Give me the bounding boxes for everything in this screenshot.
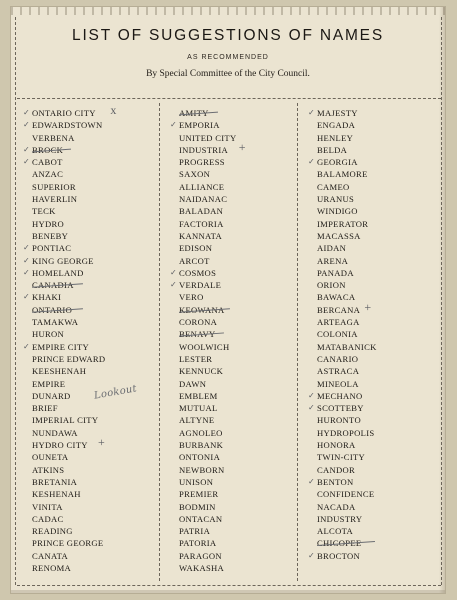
name-label: HURONTO: [317, 415, 361, 426]
name-label: ASTRACA: [317, 366, 360, 377]
names-column-3: [308, 107, 377, 562]
name-label: VERBENA: [32, 132, 75, 143]
name-list-item: [32, 205, 105, 217]
name-list-item: [179, 476, 236, 488]
names-column-2: [170, 107, 246, 574]
name-label: KENNUCK: [179, 366, 224, 377]
name-label: BELDA: [317, 144, 348, 155]
name-list-item: [179, 427, 236, 439]
name-label: CABOT: [32, 157, 63, 168]
name-label: BRIEF: [32, 403, 58, 414]
name-label: READING: [32, 526, 73, 537]
name-label: TWIN-CITY: [317, 452, 366, 463]
name-list-item: [32, 562, 105, 574]
checkmark-icon: ✓: [23, 108, 31, 117]
name-list-item: [317, 132, 377, 144]
name-label: ALTYNE: [179, 415, 215, 426]
name-list-item: [179, 513, 236, 525]
name-label: CHICOPEE: [317, 538, 362, 549]
checkmark-icon: ✓: [23, 144, 31, 154]
name-label: RENOMA: [32, 562, 72, 573]
name-list-item: [179, 316, 236, 328]
name-label: VINITA: [32, 501, 63, 512]
name-list-item: [32, 476, 105, 488]
name-list-item: [170, 119, 236, 131]
name-list-item: [32, 193, 105, 205]
name-label: EMPIRE: [32, 378, 66, 389]
name-list-item: [23, 156, 105, 168]
name-label: SAXON: [179, 169, 211, 180]
name-label: NACADA: [317, 501, 356, 512]
name-list-item: [32, 451, 105, 463]
name-list-item: [308, 107, 377, 119]
name-list-item: [317, 525, 377, 537]
name-list-item: [317, 378, 377, 390]
name-list-item: [179, 304, 236, 316]
name-label: ANZAC: [32, 169, 64, 180]
name-list-item: [23, 267, 105, 279]
name-label: WAKASHA: [179, 562, 225, 573]
name-label: PROGRESS: [179, 157, 225, 168]
pencil-mark: +: [364, 299, 372, 314]
name-list-item: [317, 119, 377, 131]
name-list-item: [179, 414, 236, 426]
name-label: DAWN: [179, 378, 207, 389]
pencil-mark: +: [98, 435, 106, 450]
name-list-item: [317, 299, 377, 316]
left-border: [15, 17, 16, 585]
name-label: ONTACAN: [179, 513, 223, 524]
name-label: MACASSA: [317, 230, 361, 241]
name-list-item: [317, 427, 377, 439]
name-label: NUNDAWA: [32, 427, 78, 438]
name-label: WOOLWICH: [179, 341, 230, 352]
name-label: BERCANA: [317, 304, 361, 315]
name-label: NAIDANAC: [179, 194, 228, 205]
name-list-item: [317, 316, 377, 328]
name-list-item: [179, 378, 236, 390]
torn-top-edge: [11, 7, 445, 15]
name-label: OUNETA: [32, 452, 69, 463]
name-list-item: [179, 365, 236, 377]
name-label: NEWBORN: [179, 464, 225, 475]
name-label: PRINCE EDWARD: [32, 353, 106, 364]
name-label: LESTER: [179, 353, 213, 364]
name-list-item: [179, 353, 236, 365]
name-label: PRINCE GEORGE: [32, 538, 104, 549]
name-label: KESHENAH: [32, 489, 81, 500]
name-label: VERO: [179, 292, 204, 303]
name-list-item: [23, 255, 105, 267]
name-list-item: [32, 279, 105, 291]
name-label: CANADIA: [32, 280, 74, 291]
name-list-item: [32, 550, 105, 562]
name-list-item: [317, 279, 377, 291]
name-list-item: [170, 279, 236, 291]
name-list-item: [179, 464, 236, 476]
name-label: BALADAN: [179, 206, 224, 217]
name-list-item: [23, 291, 105, 303]
name-list-item: [32, 132, 105, 144]
top-divider: [17, 98, 441, 99]
name-list-item: [179, 390, 236, 402]
name-label: BROCK: [32, 144, 64, 155]
name-label: URANUS: [317, 194, 355, 205]
name-list-item: [32, 427, 105, 439]
name-list-item: [179, 402, 236, 414]
name-list-item: [179, 205, 236, 217]
name-label: KANNATA: [179, 230, 222, 241]
name-list-item: [308, 402, 377, 414]
name-list-item: [317, 168, 377, 180]
name-list-item: [317, 328, 377, 340]
name-label: HONORA: [317, 440, 356, 451]
name-label: BENTON: [317, 476, 354, 487]
name-label: PARAGON: [179, 550, 222, 561]
name-label: KEESHENAH: [32, 366, 87, 377]
name-label: PANADA: [317, 267, 354, 278]
checkmark-icon: ✓: [170, 267, 178, 277]
name-label: EMBLEM: [179, 390, 218, 401]
name-list-item: [179, 291, 236, 303]
name-label: ARTEAGA: [317, 317, 360, 328]
checkmark-icon: ✓: [23, 292, 31, 302]
name-label: KEOWANA: [179, 304, 225, 315]
page-byline: By Special Committee of the City Council.: [146, 69, 310, 79]
name-list-item: [317, 242, 377, 254]
checkmark-icon: ✓: [23, 120, 31, 130]
name-label: INDUSTRIA: [179, 144, 229, 155]
name-label: MUTUAL: [179, 403, 218, 414]
name-list-item: [23, 341, 105, 353]
name-list-item: [317, 488, 377, 500]
name-label: ONTARIO: [32, 304, 73, 315]
name-label: BODMIN: [179, 501, 216, 512]
name-list-item: [179, 255, 236, 267]
name-list-item: [317, 218, 377, 230]
name-list-item: [317, 193, 377, 205]
name-label: INDUSTRY: [317, 513, 363, 524]
name-list-item: [32, 414, 105, 426]
name-list-item: [179, 218, 236, 230]
name-label: SCOTTEBY: [317, 403, 364, 414]
name-label: VERDALE: [179, 280, 222, 291]
name-list-item: [23, 242, 105, 254]
name-list-item: [32, 464, 105, 476]
name-list-item: [317, 144, 377, 156]
page-title: LIST OF SUGGESTIONS OF NAMES: [72, 27, 384, 44]
name-list-item: [308, 156, 377, 168]
name-label: HURON: [32, 329, 65, 340]
name-label: MAJESTY: [317, 108, 358, 118]
name-list-item: [179, 181, 236, 193]
name-list-item: [32, 218, 105, 230]
name-list-item: [32, 537, 105, 549]
name-label: FACTORIA: [179, 218, 224, 229]
name-label: WINDIGO: [317, 206, 358, 217]
name-list-item: [32, 365, 105, 377]
name-list-item: [317, 267, 377, 279]
name-list-item: [179, 156, 236, 168]
name-list-item: [179, 107, 236, 119]
page-edge-shadow: [439, 7, 445, 593]
column-divider-2: [297, 103, 298, 581]
name-label: BROCTON: [317, 550, 361, 561]
name-label: CANATA: [32, 550, 68, 561]
checkmark-icon: ✓: [308, 157, 316, 167]
column-divider-1: [159, 103, 160, 581]
name-list-item: [179, 139, 246, 156]
name-label: AIDAN: [317, 243, 347, 254]
checkmark-icon: ✓: [23, 267, 31, 277]
page-bottom-edge: [11, 590, 445, 593]
name-label: BENEBY: [32, 230, 69, 241]
page-subtitle: AS RECOMMENDED: [187, 54, 269, 61]
name-list-item: [179, 193, 236, 205]
name-list-item: [179, 537, 236, 549]
name-label: CONFIDENCE: [317, 489, 375, 500]
name-list-item: [179, 550, 236, 562]
name-list-item: [308, 390, 377, 402]
name-list-item: [32, 168, 105, 180]
name-label: EMPORIA: [179, 120, 220, 131]
name-label: HYDRO CITY: [32, 440, 88, 451]
handwritten-note: Lookout: [93, 383, 138, 402]
name-label: CADAC: [32, 513, 64, 524]
checkmark-icon: ✓: [170, 280, 178, 290]
name-list-item: [32, 525, 105, 537]
pencil-mark: x: [110, 103, 117, 117]
name-label: AGNOLEO: [179, 427, 223, 438]
name-label: ALLIANCE: [179, 181, 225, 192]
name-list-item: [32, 304, 105, 316]
name-list-item: [32, 402, 105, 414]
name-list-item: [317, 439, 377, 451]
name-list-item: [32, 488, 105, 500]
name-list-item: [32, 230, 105, 242]
name-list-item: [23, 144, 105, 156]
name-list-item: [317, 230, 377, 242]
name-list-item: [317, 451, 377, 463]
name-label: PATRIA: [179, 526, 211, 537]
name-list-item: [32, 513, 105, 525]
name-label: HAVERLIN: [32, 194, 78, 205]
right-border: [441, 17, 442, 585]
checkmark-icon: ✓: [23, 255, 31, 265]
name-label: BALAMORE: [317, 169, 368, 180]
name-label: TECK: [32, 206, 56, 217]
name-label: MECHANO: [317, 390, 363, 401]
name-label: PONTIAC: [32, 243, 72, 254]
name-list-item: [179, 341, 236, 353]
name-list-item: [32, 316, 105, 328]
name-list-item: [179, 562, 236, 574]
name-label: ONTARIO CITY: [32, 108, 96, 118]
name-label: PATORIA: [179, 538, 217, 549]
name-list-item: [23, 103, 117, 119]
name-list-item: [179, 242, 236, 254]
checkmark-icon: ✓: [23, 243, 31, 253]
name-label: BAWACA: [317, 292, 356, 303]
name-list-item: [317, 537, 377, 549]
name-label: ENGADA: [317, 120, 356, 131]
name-list-item: [32, 353, 105, 365]
name-list-item: [179, 525, 236, 537]
name-label: HYDROPOLIS: [317, 427, 375, 438]
name-label: ALCOTA: [317, 526, 353, 537]
names-column-1: [23, 103, 138, 574]
name-label: COLONIA: [317, 329, 358, 340]
name-list-item: [317, 365, 377, 377]
name-list-item: [32, 181, 105, 193]
name-label: TAMAKWA: [32, 317, 79, 328]
name-list-item: [317, 341, 377, 353]
checkmark-icon: ✓: [308, 476, 316, 486]
name-label: UNITED CITY: [179, 132, 237, 143]
name-label: UNISON: [179, 476, 214, 487]
name-list-item: [317, 181, 377, 193]
name-list-item: [179, 230, 236, 242]
name-label: CAMEO: [317, 181, 350, 192]
name-list-item: [317, 513, 377, 525]
checkmark-icon: ✓: [170, 120, 178, 130]
name-list-item: [308, 550, 377, 562]
checkmark-icon: ✓: [23, 157, 31, 167]
name-list-item: [317, 255, 377, 267]
name-label: MINEOLA: [317, 378, 359, 389]
name-label: HENLEY: [317, 132, 354, 143]
name-label: ARENA: [317, 255, 349, 266]
name-label: CANDOR: [317, 464, 356, 475]
pencil-mark: +: [238, 139, 246, 154]
name-label: AMITY: [179, 108, 209, 118]
name-label: EDWARDSTOWN: [32, 120, 103, 131]
name-label: PREMIER: [179, 489, 219, 500]
name-list-item: [179, 488, 236, 500]
document-sheet: [10, 6, 446, 594]
checkmark-icon: ✓: [308, 390, 316, 400]
name-label: BRETANIA: [32, 476, 78, 487]
name-label: BURBANK: [179, 440, 224, 451]
name-list-item: [179, 501, 236, 513]
name-list-item: [317, 501, 377, 513]
checkmark-icon: ✓: [23, 341, 31, 351]
name-list-item: [23, 119, 105, 131]
name-list-item: [179, 451, 236, 463]
name-list-item: [308, 476, 377, 488]
name-list-item: [179, 439, 236, 451]
name-label: IMPERIAL CITY: [32, 415, 99, 426]
name-label: EMPIRE CITY: [32, 341, 90, 352]
name-label: IMPERATOR: [317, 218, 369, 229]
name-list-item: [179, 328, 236, 340]
name-list-item: [32, 435, 106, 451]
name-label: CORONA: [179, 317, 218, 328]
checkmark-icon: ✓: [308, 403, 316, 413]
name-label: HOMELAND: [32, 267, 84, 278]
name-label: CANARIO: [317, 353, 359, 364]
name-label: DUNARD: [32, 390, 71, 401]
name-label: EDISON: [179, 243, 213, 254]
name-label: BENAVY: [179, 329, 216, 340]
name-label: ORION: [317, 280, 346, 291]
name-list-item: [32, 501, 105, 513]
name-list-item: [179, 132, 236, 144]
name-label: MATABANICK: [317, 341, 377, 352]
name-label: KING GEORGE: [32, 255, 94, 266]
name-list-item: [179, 168, 236, 180]
name-list-item: [32, 378, 105, 390]
name-label: ATKINS: [32, 464, 65, 475]
name-list-item: [170, 267, 236, 279]
name-label: HYDRO: [32, 218, 65, 229]
name-list-item: [317, 414, 377, 426]
name-list-item: [32, 328, 105, 340]
checkmark-icon: ✓: [308, 550, 316, 560]
name-label: ARCOT: [179, 255, 210, 266]
name-list-item: [317, 205, 377, 217]
name-list-item: [317, 464, 377, 476]
name-label: COSMOS: [179, 267, 217, 278]
name-label: KHAKI: [32, 292, 62, 303]
name-list-item: [317, 353, 377, 365]
checkmark-icon: ✓: [308, 108, 316, 117]
bottom-divider: [17, 585, 441, 586]
name-label: ONTONIA: [179, 452, 221, 463]
name-label: GEORGIA: [317, 157, 358, 168]
name-label: SUPERIOR: [32, 181, 76, 192]
